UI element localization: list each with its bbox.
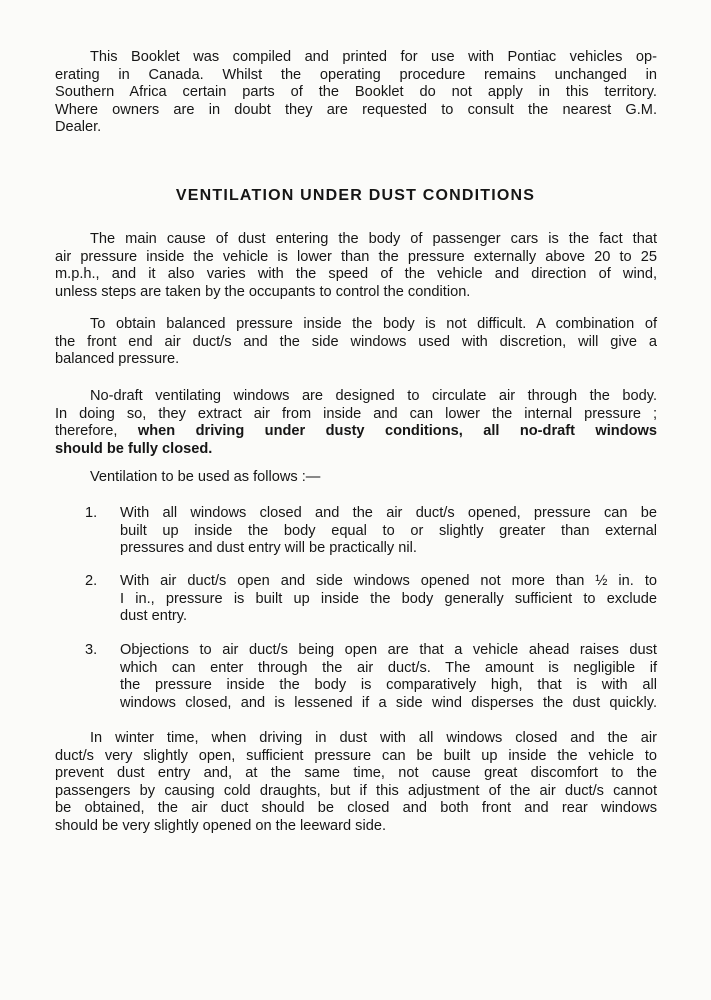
- paragraph-follows: [55, 469, 657, 487]
- paragraph-no-draft: [55, 388, 657, 458]
- text-line: balanced pressure.: [55, 351, 180, 368]
- text-line: Southern Africa certain parts of the Booklet do not apply in this territory.: [55, 84, 657, 101]
- text-line: the pressure inside the body is comparatively high, that is with all: [120, 677, 657, 694]
- text-line: [55, 423, 657, 441]
- text-line: With all windows closed and the air duct/s opened, pressure can be: [120, 505, 657, 521]
- text-line: dust entry.: [120, 608, 188, 625]
- section-heading: VENTILATION UNDER DUST CONDITIONS: [175, 187, 536, 204]
- text-line: In doing so, they extract air from inside and can lower the internal pressure ;: [55, 405, 657, 422]
- text-line: The main cause of dust entering the body of passenger cars is the fact that: [90, 231, 657, 247]
- list-number: 2.: [85, 573, 98, 589]
- text-normal: therefore,: [55, 423, 118, 440]
- text-line: Dealer.: [55, 119, 102, 136]
- text-line: m.p.h., and it also varies with the speed of the vehicle and direction of wind,: [55, 266, 657, 283]
- text-line: duct/s very slightly open, sufficient pressure can be built up inside the vehicle to: [55, 747, 657, 764]
- text-line: Ventilation to be used as follows :—: [90, 469, 321, 485]
- text-line-bold: should be fully closed.: [55, 440, 213, 457]
- text-line: should be very slightly opened on the leeward side.: [55, 817, 387, 834]
- paragraph-main-cause: [55, 231, 657, 301]
- text-bold: when driving under dusty conditions, all no-draft windows: [137, 423, 657, 440]
- paragraph-winter: [55, 730, 657, 836]
- text-line: To obtain balanced pressure inside the body is not difficult. A combination of: [90, 316, 657, 332]
- list-number: 1.: [85, 505, 98, 521]
- list-number: 3.: [85, 642, 98, 658]
- text-line: passengers by causing cold draughts, but if this adjustment of the air duct/s cannot: [55, 782, 657, 799]
- text-line: the front end air duct/s and the side windows used with discretion, will give a: [55, 333, 657, 350]
- list-item: [85, 642, 657, 712]
- list-item: [85, 573, 657, 626]
- list-item: [85, 505, 657, 558]
- text-line: This Booklet was compiled and printed for use with Pontiac vehicles op-: [90, 49, 657, 65]
- text-line: be obtained, the air duct should be closed and both front and rear windows: [55, 800, 657, 817]
- text-line: No-draft ventilating windows are designed to circulate air through the body.: [90, 388, 657, 404]
- text-line: prevent dust entry and, at the same time, not cause great discomfort to the: [55, 765, 657, 782]
- text-line: erating in Canada. Whilst the operating procedure remains unchanged in: [55, 66, 657, 83]
- text-line: With air duct/s open and side windows opened not more than ½ in. to: [120, 573, 657, 589]
- text-line: Where owners are in doubt they are requested to consult the nearest G.M.: [55, 101, 657, 118]
- text-line: Objections to air duct/s being open are that a vehicle ahead raises dust: [120, 642, 657, 658]
- text-line: pressures and dust entry will be practically nil.: [120, 540, 417, 557]
- text-line: built up inside the body equal to or slightly greater than external: [120, 522, 657, 539]
- text-line: In winter time, when driving in dust with all windows closed and the air: [90, 730, 657, 746]
- paragraph-balanced-pressure: [55, 316, 657, 369]
- text-line: which can enter through the air duct/s. The amount is negligible if: [120, 659, 657, 676]
- text-line: I in., pressure is built up inside the body generally sufficient to exclude: [120, 590, 657, 607]
- text-line: unless steps are taken by the occupants to control the condition.: [55, 283, 471, 300]
- text-line: air pressure inside the vehicle is lower than the pressure externally above 20 to 25: [55, 248, 657, 265]
- text-line: windows closed, and is lessened if a side wind disperses the dust quickly.: [120, 694, 657, 711]
- intro-paragraph: [55, 49, 657, 137]
